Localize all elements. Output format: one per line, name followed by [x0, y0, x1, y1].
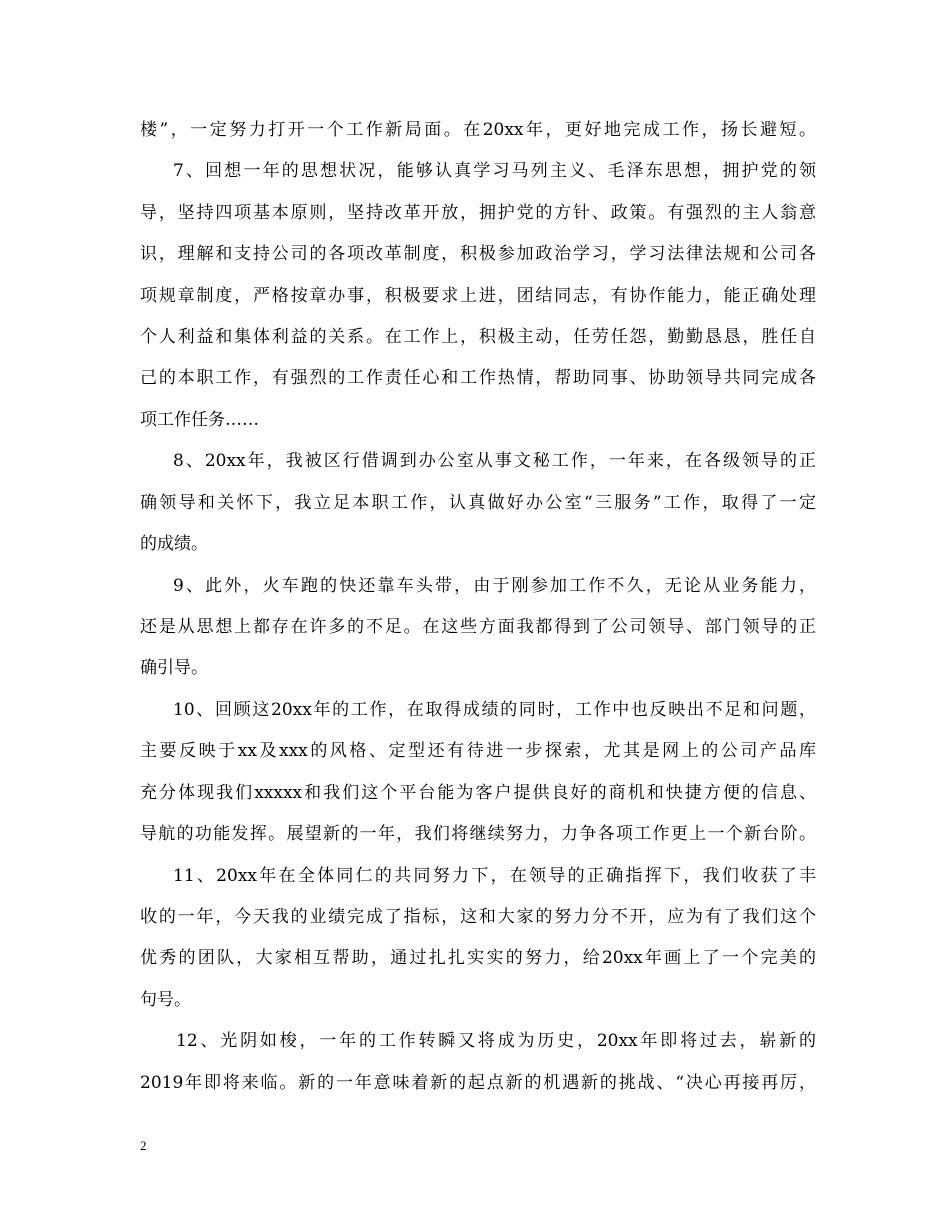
- page-number: 2: [140, 1138, 147, 1153]
- text-line: 2019年即将来临。新的一年意味着新的起点新的机遇新的挑战、“决心再接再厉，: [140, 1073, 816, 1093]
- text-line: 主要反映于xx及xxx的风格、定型还有待进一步探索，尤其是网上的公司产品库: [140, 741, 816, 761]
- text-line: 个人利益和集体利益的关系。在工作上，积极主动，任劳任怨，勤勤恳恳，胜任自: [140, 327, 816, 347]
- paragraph-9-line: 9、此外，火车跑的快还靠车头带，由于刚参加工作不久，无论从业务能力，: [173, 576, 816, 596]
- paragraph-10-line: 10、回顾这20xx年的工作，在取得成绩的同时，工作中也反映出不足和问题，: [173, 700, 816, 720]
- paragraph-7-line: 7、回想一年的思想状况，能够认真学习马列主义、毛泽东思想，拥护党的领: [173, 161, 816, 181]
- text-line: 句号。: [140, 990, 191, 1010]
- text-line: 确引导。: [140, 658, 208, 678]
- text-line: 充分体现我们xxxxx和我们这个平台能为客户提供良好的商机和快捷方便的信息、: [140, 783, 816, 803]
- text-line: 确领导和关怀下，我立足本职工作，认真做好办公室“三服务”工作，取得了一定: [140, 493, 816, 513]
- text-line: 导航的功能发挥。展望新的一年，我们将继续努力，力争各项工作更上一个新台阶。: [140, 824, 816, 844]
- text-line: 己的本职工作，有强烈的工作责任心和工作热情，帮助同事、协助领导共同完成各: [140, 368, 816, 388]
- text-line: 收的一年，今天我的业绩完成了指标，这和大家的努力分不开，应为有了我们这个: [140, 907, 816, 927]
- text-line: 还是从思想上都存在许多的不足。在这些方面我都得到了公司领导、部门领导的正: [140, 617, 816, 637]
- text-line: 识，理解和支持公司的各项改革制度，积极参加政治学习，学习法律法规和公司各: [140, 244, 816, 264]
- paragraph-11-line: 11、20xx年在全体同仁的共同努力下，在领导的正确指挥下，我们收获了丰: [173, 866, 816, 886]
- text-line: 项规章制度，严格按章办事，积极要求上进，团结同志，有协作能力，能正确处理: [140, 286, 816, 306]
- text-line: 楼”，一定努力打开一个工作新局面。在20xx年，更好地完成工作，扬长避短。: [140, 120, 816, 140]
- text-line: 的成绩。: [140, 534, 208, 554]
- paragraph-8-line: 8、20xx年，我被区行借调到办公室从事文秘工作，一年来，在各级领导的正: [173, 451, 816, 471]
- paragraph-12-line: 12、光阴如梭，一年的工作转瞬又将成为历史，20xx年即将过去，崭新的: [176, 1031, 816, 1051]
- text-line: 优秀的团队，大家相互帮助，通过扎扎实实的努力，给20xx年画上了一个完美的: [140, 948, 816, 968]
- text-line: 项工作任务……: [140, 410, 259, 430]
- text-line: 导，坚持四项基本原则，坚持改革开放，拥护党的方针、政策。有强烈的主人翁意: [140, 203, 816, 223]
